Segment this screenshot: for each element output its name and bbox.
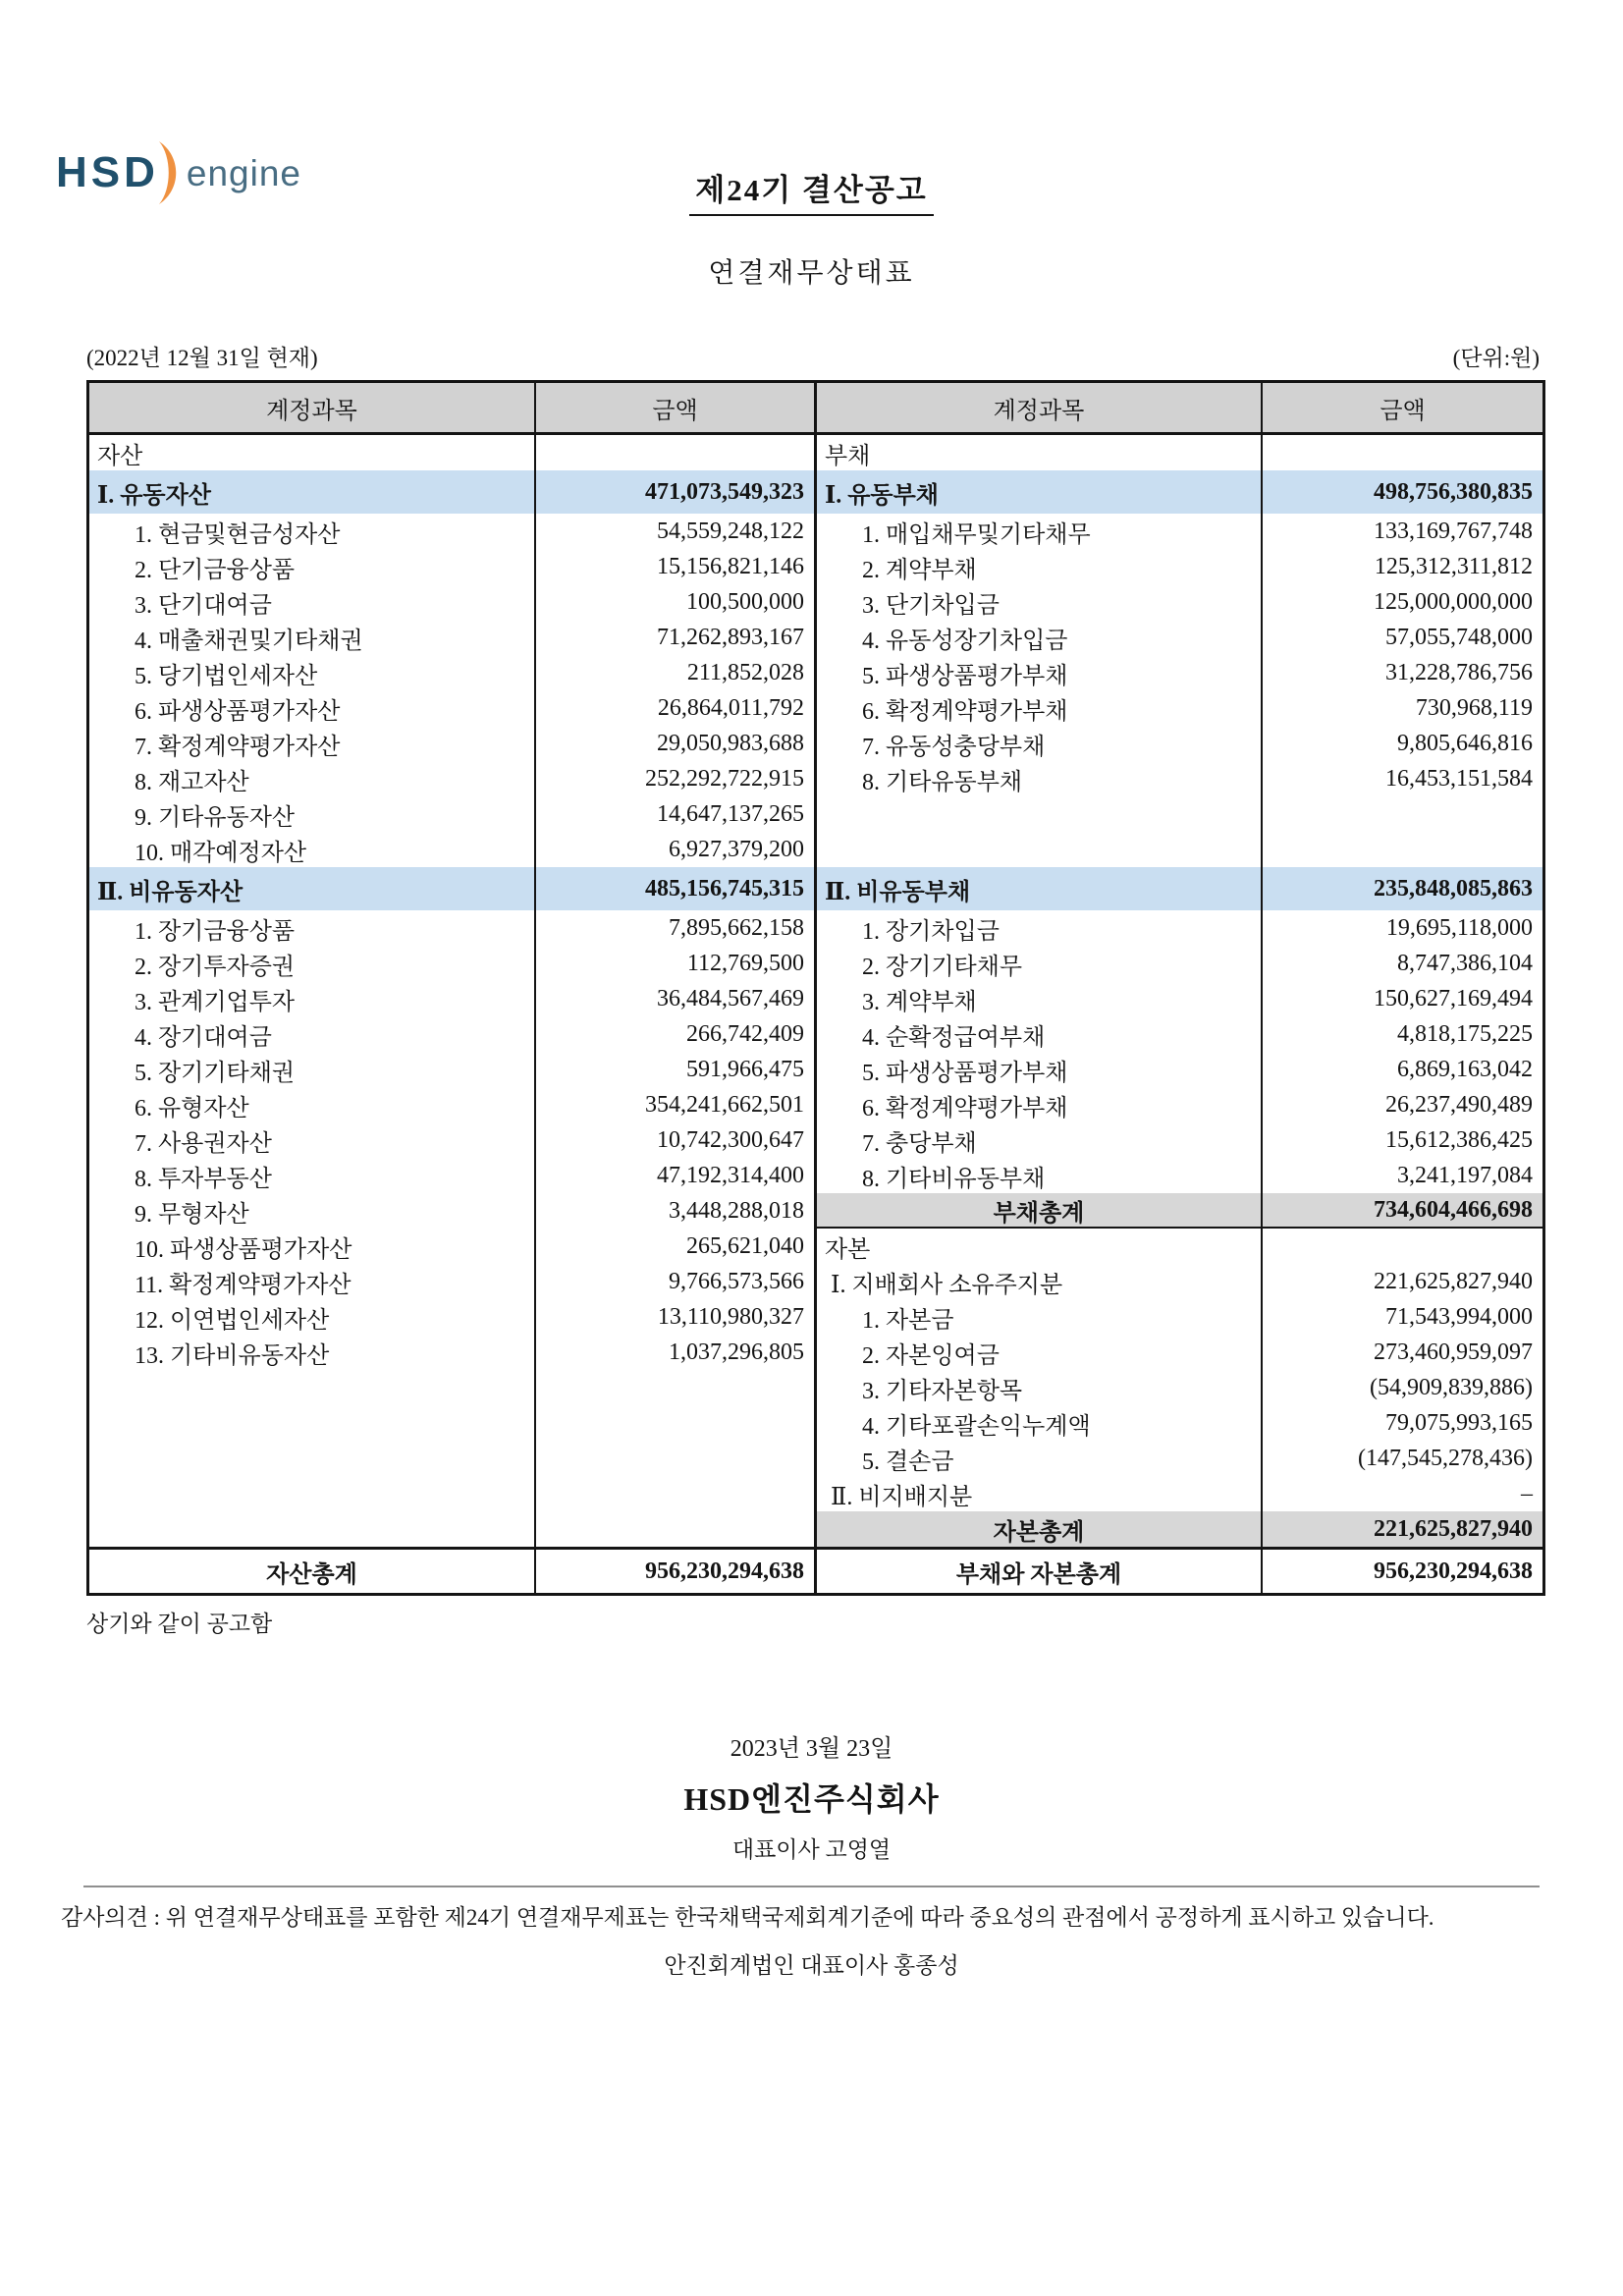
amount-value: 29,050,983,688 <box>536 726 817 761</box>
amount-value <box>536 1405 817 1441</box>
account-label: 5. 파생상품평가부채 <box>817 655 1263 690</box>
account-label: 13. 기타비유동자산 <box>89 1335 536 1370</box>
account-label: 9. 기타유동자산 <box>89 796 536 832</box>
account-label: 7. 충당부채 <box>817 1122 1263 1158</box>
table-row <box>89 1441 1542 1476</box>
account-label <box>89 1476 536 1511</box>
column-header: 계정과목 <box>89 383 536 432</box>
company-name: HSD엔진주식회사 <box>683 1781 940 1817</box>
account-label: 8. 기타비유동부채 <box>817 1158 1263 1193</box>
amount-value: (147,545,278,436) <box>1358 1445 1533 1471</box>
audit-opinion: 감사의견 : 위 연결재무상태표를 포함한 제24기 연결재무제표는 한국채택국제회계기준에 따라 중요성의 관점에서 공정하게 표시하고 있습니다. <box>61 1905 1434 1930</box>
amount-value: 221,625,827,940 <box>1374 1268 1533 1294</box>
table-row <box>89 584 1542 620</box>
balance-sheet-table <box>86 380 1545 1596</box>
company-logo <box>56 140 301 205</box>
account-label: 1. 장기차입금 <box>817 910 1263 946</box>
table-row <box>89 1016 1542 1052</box>
amount-value <box>1263 796 1542 832</box>
account-label: 5. 장기기타채권 <box>89 1052 536 1087</box>
account-label: 자본총계 <box>817 1511 1263 1547</box>
account-label: 자산총계 <box>89 1550 536 1593</box>
table-row <box>89 1511 1542 1547</box>
table-header-row <box>89 383 1542 435</box>
amount-value <box>536 435 817 470</box>
amount-value: 591,966,475 <box>536 1052 817 1087</box>
amount-value: 71,262,893,167 <box>536 620 817 655</box>
amount-value: 273,460,959,097 <box>1374 1339 1533 1365</box>
amount-value: 252,292,722,915 <box>536 761 817 796</box>
table-row <box>89 1264 1542 1299</box>
amount-value: 54,559,248,122 <box>536 514 817 549</box>
column-header: 계정과목 <box>817 383 1263 432</box>
account-label: 1. 매입채무및기타채무 <box>817 514 1263 549</box>
account-label: Ⅱ. 비유동자산 <box>89 867 536 910</box>
account-label: 3. 관계기업투자 <box>89 981 536 1016</box>
account-label: 8. 기타유동부채 <box>817 761 1263 796</box>
account-label: Ⅰ. 지배회사 소유주지분 <box>817 1264 1263 1299</box>
account-label <box>817 796 1263 832</box>
account-label: 4. 순확정급여부채 <box>817 1016 1263 1052</box>
amount-value: 150,627,169,494 <box>1374 985 1533 1011</box>
amount-value: 71,543,994,000 <box>1385 1303 1533 1330</box>
amount-value: 125,000,000,000 <box>1374 588 1533 615</box>
account-label: 7. 유동성충당부채 <box>817 726 1263 761</box>
table-row <box>89 435 1542 470</box>
account-label: 8. 재고자산 <box>89 761 536 796</box>
amount-value: 112,769,500 <box>536 946 817 981</box>
account-label: 자본 <box>817 1229 1263 1264</box>
amount-value: 956,230,294,638 <box>1374 1558 1533 1584</box>
account-label: 10. 매각예정자산 <box>89 832 536 867</box>
account-label: 1. 현금및현금성자산 <box>89 514 536 549</box>
table-row <box>89 1335 1542 1370</box>
table-row <box>89 1299 1542 1335</box>
amount-value: (54,909,839,886) <box>1370 1374 1533 1400</box>
amount-value: 4,818,175,225 <box>1397 1020 1533 1047</box>
table-row <box>89 549 1542 584</box>
as-of-date: (2022년 12월 31일 현재) <box>86 346 318 370</box>
account-label: 4. 유동성장기차입금 <box>817 620 1263 655</box>
account-label: 부채와 자본총계 <box>817 1550 1263 1593</box>
table-row <box>89 796 1542 832</box>
account-label: 5. 결손금 <box>817 1441 1263 1476</box>
table-row <box>89 1087 1542 1122</box>
amount-value: 734,604,466,698 <box>1263 1193 1542 1229</box>
account-label: 10. 파생상품평가자산 <box>89 1229 536 1264</box>
table-row <box>89 1122 1542 1158</box>
amount-value: 266,742,409 <box>536 1016 817 1052</box>
account-label <box>89 1405 536 1441</box>
amount-value <box>536 1370 817 1405</box>
account-label: Ⅰ. 유동부채 <box>817 470 1263 514</box>
amount-value: 125,312,311,812 <box>1374 553 1533 579</box>
amount-value: 485,156,745,315 <box>536 867 817 910</box>
amount-value <box>1263 1229 1542 1264</box>
account-label: 3. 단기차입금 <box>817 584 1263 620</box>
page-title-text: 제24기 결산공고 <box>689 165 933 216</box>
amount-value: 36,484,567,469 <box>536 981 817 1016</box>
table-row <box>89 946 1542 981</box>
meta-line <box>86 340 1540 372</box>
announcement-date: 2023년 3월 23일 <box>730 1736 893 1762</box>
unit-label: (단위:원) <box>1452 346 1540 370</box>
amount-value: 354,241,662,501 <box>536 1087 817 1122</box>
amount-value: 471,073,549,323 <box>536 470 817 514</box>
amount-value: 13,110,980,327 <box>536 1299 817 1335</box>
account-label: 11. 확정계약평가자산 <box>89 1264 536 1299</box>
account-label: 4. 기타포괄손익누계액 <box>817 1405 1263 1441</box>
amount-value <box>1263 435 1542 470</box>
amount-value: 10,742,300,647 <box>536 1122 817 1158</box>
account-label: 2. 계약부채 <box>817 549 1263 584</box>
amount-value: 57,055,748,000 <box>1385 624 1533 650</box>
divider-line <box>83 1886 1540 1887</box>
amount-value: 19,695,118,000 <box>1385 914 1533 941</box>
logo-hsd-text: HSD <box>56 148 159 196</box>
amount-value: 265,621,040 <box>536 1229 817 1264</box>
amount-value <box>536 1476 817 1511</box>
auditor-name: 안진회계법인 대표이사 홍종성 <box>664 1953 959 1978</box>
account-label: 2. 자본잉여금 <box>817 1335 1263 1370</box>
account-label: 4. 매출채권및기타채권 <box>89 620 536 655</box>
table-row <box>89 470 1542 514</box>
column-header: 금액 <box>1380 398 1426 424</box>
account-label: 8. 투자부동산 <box>89 1158 536 1193</box>
amount-value: 6,869,163,042 <box>1397 1056 1533 1082</box>
amount-value <box>536 1441 817 1476</box>
statement-title: 연결재무상태표 <box>708 258 915 289</box>
account-label: 부채총계 <box>817 1193 1263 1229</box>
amount-value: 1,037,296,805 <box>536 1335 817 1370</box>
account-label <box>89 1370 536 1405</box>
amount-value: 26,237,490,489 <box>1385 1091 1533 1118</box>
table-row <box>89 910 1542 946</box>
amount-value: 730,968,119 <box>1415 694 1533 721</box>
amount-value: 100,500,000 <box>536 584 817 620</box>
amount-value: 31,228,786,756 <box>1385 659 1533 685</box>
account-label: 부채 <box>817 435 1263 470</box>
amount-value: 133,169,767,748 <box>1374 518 1533 544</box>
logo-crescent-icon <box>153 140 181 205</box>
column-header: 금액 <box>536 383 817 432</box>
amount-value: 3,241,197,084 <box>1397 1162 1533 1188</box>
amount-value <box>1263 832 1542 867</box>
account-label: 4. 장기대여금 <box>89 1016 536 1052</box>
amount-value: 15,612,386,425 <box>1385 1126 1533 1153</box>
account-label <box>89 1441 536 1476</box>
table-row <box>89 761 1542 796</box>
table-row <box>89 1476 1542 1511</box>
account-label <box>817 832 1263 867</box>
account-label: 12. 이연법인세자산 <box>89 1299 536 1335</box>
amount-value: 3,448,288,018 <box>536 1193 817 1229</box>
account-label: Ⅰ. 유동자산 <box>89 470 536 514</box>
amount-value: 221,625,827,940 <box>1263 1511 1542 1547</box>
amount-value: 956,230,294,638 <box>536 1550 817 1593</box>
account-label: 1. 자본금 <box>817 1299 1263 1335</box>
amount-value: 235,848,085,863 <box>1263 867 1542 910</box>
amount-value: 47,192,314,400 <box>536 1158 817 1193</box>
table-row <box>89 832 1542 867</box>
account-label: 9. 무형자산 <box>89 1193 536 1229</box>
amount-value: 9,766,573,566 <box>536 1264 817 1299</box>
table-row <box>89 655 1542 690</box>
amount-value: 211,852,028 <box>536 655 817 690</box>
account-label: 6. 유형자산 <box>89 1087 536 1122</box>
table-row <box>89 1052 1542 1087</box>
account-label: 6. 확정계약평가부채 <box>817 1087 1263 1122</box>
account-label: 5. 당기법인세자산 <box>89 655 536 690</box>
account-label: 1. 장기금융상품 <box>89 910 536 946</box>
amount-value: 498,756,380,835 <box>1263 470 1542 514</box>
table-row <box>89 690 1542 726</box>
table-row <box>89 726 1542 761</box>
table-row <box>89 620 1542 655</box>
account-label: 2. 장기투자증권 <box>89 946 536 981</box>
table-row <box>89 1547 1542 1593</box>
logo-engine-text: engine <box>186 152 302 193</box>
account-label: 3. 기타자본항목 <box>817 1370 1263 1405</box>
account-label: 7. 사용권자산 <box>89 1122 536 1158</box>
account-label: 5. 파생상품평가부채 <box>817 1052 1263 1087</box>
account-label: 자산 <box>89 435 536 470</box>
ceo-name: 대표이사 고영열 <box>731 1837 892 1862</box>
table-row <box>89 1370 1542 1405</box>
amount-value: 8,747,386,104 <box>1397 950 1533 976</box>
amount-value: 14,647,137,265 <box>536 796 817 832</box>
table-row <box>89 1158 1542 1193</box>
table-row <box>89 1405 1542 1441</box>
account-label: 2. 장기기타채무 <box>817 946 1263 981</box>
account-label: 3. 계약부채 <box>817 981 1263 1016</box>
table-row <box>89 981 1542 1016</box>
amount-value: 15,156,821,146 <box>536 549 817 584</box>
account-label: 2. 단기금융상품 <box>89 549 536 584</box>
amount-value: 9,805,646,816 <box>1397 730 1533 756</box>
amount-value: 16,453,151,584 <box>1385 765 1533 792</box>
table-row <box>89 1193 1542 1229</box>
table-row <box>89 867 1542 910</box>
account-label: Ⅱ. 비유동부채 <box>817 867 1263 910</box>
amount-value: 7,895,662,158 <box>536 910 817 946</box>
account-label: 6. 확정계약평가부채 <box>817 690 1263 726</box>
account-label: 7. 확정계약평가자산 <box>89 726 536 761</box>
amount-value <box>536 1511 817 1547</box>
amount-value: 26,864,011,792 <box>536 690 817 726</box>
amount-value: – <box>1521 1480 1533 1506</box>
table-row <box>89 1229 1542 1264</box>
table-row <box>89 514 1542 549</box>
announcement-note: 상기와 같이 공고함 <box>86 1612 273 1636</box>
amount-value: 79,075,993,165 <box>1385 1409 1533 1436</box>
account-label: Ⅱ. 비지배지분 <box>817 1476 1263 1511</box>
account-label <box>89 1511 536 1547</box>
account-label: 6. 파생상품평가자산 <box>89 690 536 726</box>
amount-value: 6,927,379,200 <box>536 832 817 867</box>
account-label: 3. 단기대여금 <box>89 584 536 620</box>
